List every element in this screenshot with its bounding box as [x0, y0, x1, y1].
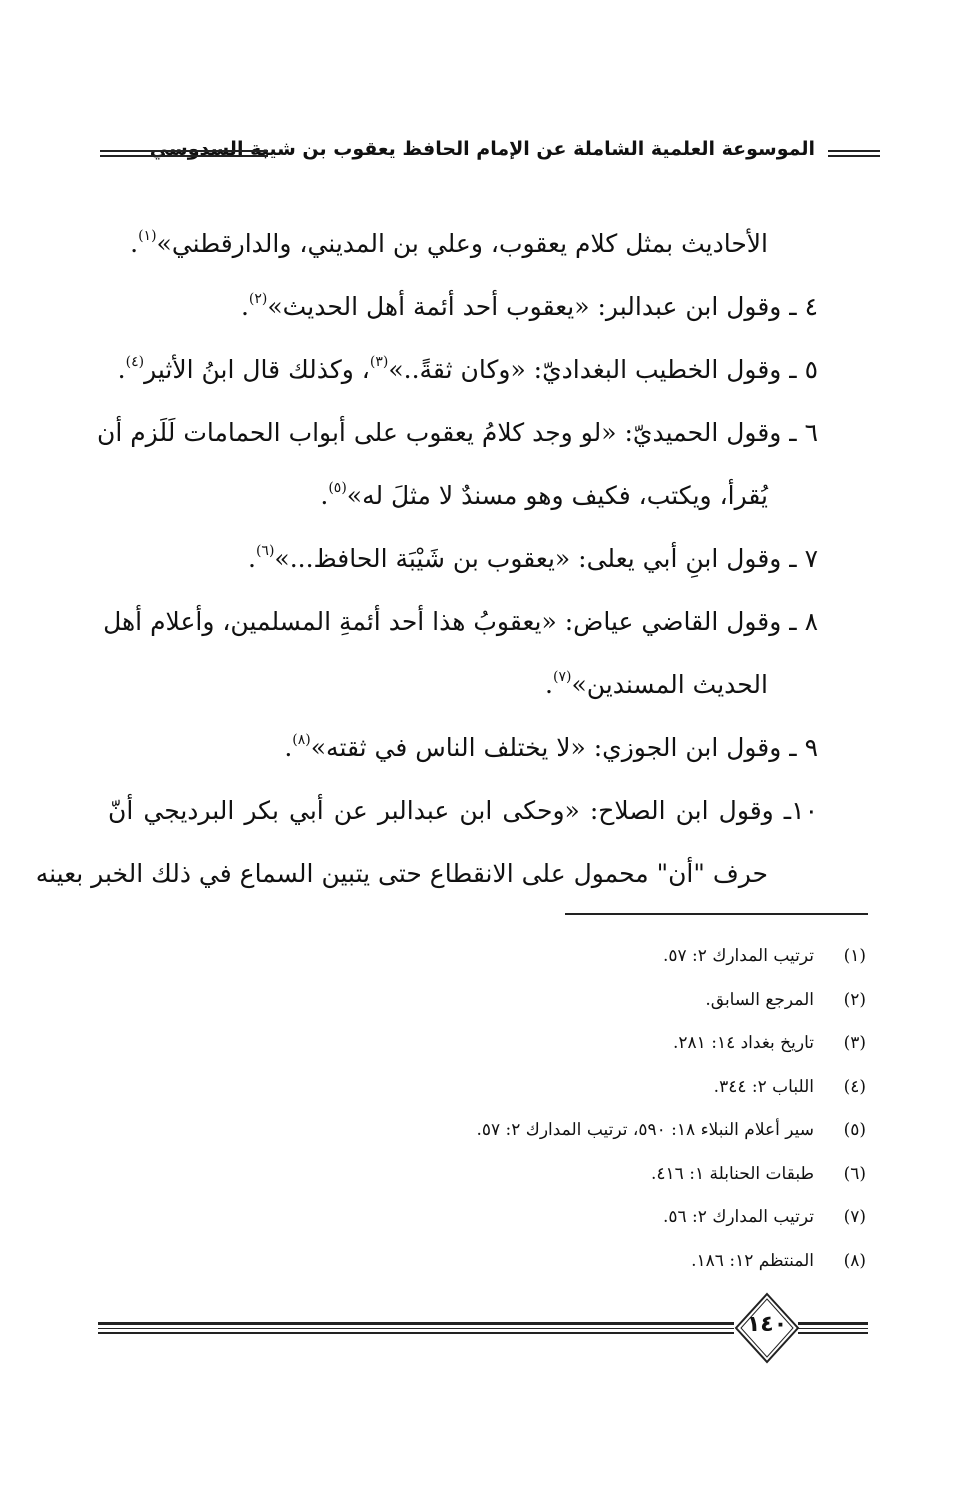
text-line: [35, 842, 868, 905]
footnote-number: (٨): [843, 1250, 866, 1271]
footnote: [346, 1153, 866, 1197]
running-header: [100, 136, 880, 176]
text-line: [96, 401, 868, 464]
footnote-ref: (٦): [255, 543, 275, 559]
text-line: [108, 527, 868, 590]
footnote-text: سير أعلام النبلاء ١٨: ٥٩٠، ترتيب المدارك ٢: ٥٧.: [476, 1120, 814, 1140]
line-text: ٥ ـ وقول الخطيب البغداديّ: «وكان ثقةً..»: [388, 355, 818, 384]
footnote-text: ترتيب المدارك ٢: ٥٦.: [662, 1207, 814, 1227]
line-text: يُقرأ، ويكتب، فكيف وهو مسندٌ لا مثلَ له»: [346, 481, 768, 510]
footer-rule-left: [98, 1322, 734, 1334]
footnote-number: (٢): [843, 989, 866, 1010]
footnote-ref: (٢): [248, 291, 268, 307]
line-end: .: [240, 292, 249, 321]
footnote-text: المرجع السابق.: [705, 989, 814, 1010]
line-end: .: [247, 544, 256, 573]
header-rule-right: [828, 150, 880, 157]
text-line: [108, 275, 868, 338]
footnote-ref: (١): [138, 228, 157, 244]
footnote-ref: (٣): [369, 354, 389, 370]
line-text: ٦ ـ وقول الحميديّ: «لو وجد كلامُ يعقوب على أبواب الحمامات لَلَزم أن: [96, 418, 818, 447]
footnote-number: (٥): [843, 1120, 866, 1140]
footnote-number: (٦): [843, 1163, 866, 1184]
text-line: [108, 653, 868, 716]
footnote-ref: (٧): [552, 669, 572, 685]
footer-rule-right: [798, 1322, 868, 1334]
footnote-text: ترتيب المدارك ٢: ٥٧.: [662, 946, 814, 966]
line-text: الأحاديث بمثل كلام يعقوب، وعلي بن المديني، والدارقطني»: [156, 229, 768, 258]
line-text: ٨ ـ وقول القاضي عياض: «يعقوبُ هذا أحد أئمةِ المسلمين، وأعلام أهل: [103, 607, 818, 636]
line-middle: ، وكذلك قال ابنُ الأثير: [144, 355, 370, 384]
footnote: [346, 1066, 866, 1110]
footnote-separator: [565, 913, 868, 915]
footnotes: [346, 935, 866, 1283]
line-end: .: [320, 481, 329, 510]
line-text: حرف "أن" محمول على الانقطاع حتى يتبين السماع في ذلك الخبر بعينه: [35, 859, 768, 888]
line-text: ٧ ـ وقول ابنِ أبي يعلى: «يعقوب بن شَيْبَة الحافظ...»: [274, 544, 818, 573]
main-text: [35, 212, 868, 905]
text-line: [108, 212, 868, 275]
text-line: [108, 338, 868, 401]
footnote: [346, 1240, 866, 1284]
footnote-number: (٤): [843, 1076, 866, 1097]
footnote-text: طبقات الحنابلة ١: ٤١٦.: [650, 1163, 814, 1184]
footnote-number: (١): [843, 946, 866, 966]
line-text: ١٠ـ وقول ابن الصلاح: «وحكى ابن عبدالبر عن أبي بكر البرديجي أنّ: [108, 796, 818, 825]
footnote-text: المنتظم ١٢: ١٨٦.: [691, 1250, 814, 1271]
footnote: [346, 1022, 866, 1066]
text-line: [103, 590, 868, 653]
footnote-ref: (٨): [292, 732, 311, 748]
page-number: ١٤٠: [746, 1312, 788, 1337]
line-end: .: [545, 670, 553, 699]
footnote: [346, 1109, 866, 1153]
line-text: ٤ ـ وقول ابن عبدالبر: «يعقوب أحد أئمة أهل الحديث»: [267, 292, 818, 321]
footnote-number: (٧): [843, 1207, 866, 1227]
footnote-number: (٣): [843, 1033, 866, 1053]
footnote-ref: (٥): [328, 480, 347, 496]
line-end: .: [130, 229, 139, 258]
header-title: الموسوعة العلمية الشاملة عن الإمام الحافظ يعقوب بن شيبة السدوسي: [149, 138, 815, 160]
line-end: .: [284, 733, 293, 762]
line-text: الحديث المسندين»: [571, 670, 768, 699]
line-text: ٩ ـ وقول ابن الجوزي: «لا يختلف الناس في ثقته»: [310, 733, 818, 762]
line-end: .: [117, 355, 126, 384]
footnote-ref: (٤): [125, 354, 145, 370]
text-line: [108, 716, 868, 779]
header-rule-left: [100, 150, 268, 157]
text-line: [108, 779, 868, 842]
footnote: [346, 1196, 866, 1240]
footnote: [346, 979, 866, 1023]
text-line: [108, 464, 868, 527]
footnote-text: اللباب ٢: ٣٤٤.: [713, 1076, 814, 1097]
footnote-text: تاريخ بغداد ١٤: ٢٨١.: [672, 1033, 814, 1053]
footnote: [346, 935, 866, 979]
